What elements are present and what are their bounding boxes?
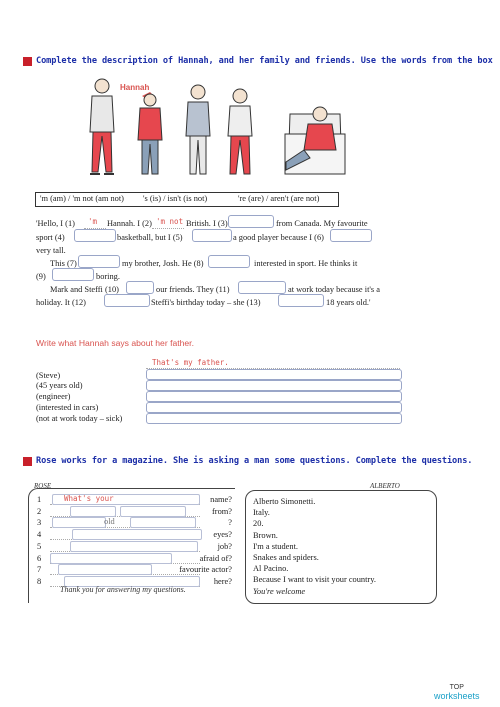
question-example-answer: What's your <box>64 494 114 503</box>
text-line6-part1: Mark and Steffi (10) <box>50 285 119 294</box>
blank-10-input[interactable] <box>126 281 154 294</box>
question-input-field[interactable] <box>70 506 116 517</box>
question-ending: here? <box>213 576 232 586</box>
father-prompt-5: (not at work today – sick) <box>36 414 123 423</box>
question-input-field[interactable] <box>52 517 106 528</box>
blank-5-input[interactable] <box>192 229 232 242</box>
blank-12-input[interactable] <box>104 294 150 307</box>
father-answer-input-3[interactable] <box>146 391 402 402</box>
question-ending: ? <box>228 518 232 528</box>
alberto-answer-line: Italy. <box>253 508 270 518</box>
father-answer-input-2[interactable] <box>146 380 402 391</box>
blank-9-input[interactable] <box>52 268 94 281</box>
question-ending: from? <box>212 506 232 516</box>
question-ending: eyes? <box>213 530 232 540</box>
father-answer-input-4[interactable] <box>146 402 402 413</box>
rose-closing-line: Thank you for answering my questions. <box>60 585 186 594</box>
question-example-field <box>52 494 200 505</box>
father-answer-input-1[interactable] <box>146 369 402 380</box>
text-line1-part3: British. I (3) <box>186 219 228 228</box>
person-dad-figure <box>90 79 114 174</box>
text-line4-part3: interested in sport. He thinks it <box>254 259 358 268</box>
blank-7-input[interactable] <box>78 255 120 268</box>
text-line2-part1: sport (4) <box>36 233 65 242</box>
question-input-field[interactable] <box>120 506 186 517</box>
alberto-answer-line: 20. <box>253 519 264 529</box>
text-line3: very tall. <box>36 246 66 255</box>
question-ending: name? <box>210 495 232 504</box>
text-line6-part2: our friends. They (11) <box>156 285 230 294</box>
text-line7-part3: 18 years old.' <box>326 298 371 307</box>
question-number: 1 <box>37 495 42 504</box>
blank-6-input[interactable] <box>330 229 372 242</box>
question-number: 7 <box>37 565 42 575</box>
alberto-answer-line: Snakes and spiders. <box>253 553 319 562</box>
text-line2-part2: basketball, but I (5) <box>117 233 183 242</box>
family-illustration <box>80 74 360 184</box>
question-number: 3 <box>37 518 42 528</box>
section1-instruction: Complete the description of Hannah, and her family and friends. Use the words from the box <box>36 56 493 66</box>
answer-2-example: 'm not <box>156 217 184 226</box>
alberto-answer-line: Because I want to visit your country. <box>253 575 376 585</box>
father-prompt-2: (45 years old) <box>36 381 83 390</box>
alberto-answer-line: I'm a student. <box>253 541 299 551</box>
question-number: 5 <box>37 541 42 551</box>
father-prompt-4: (interested in cars) <box>36 403 99 412</box>
alberto-label: ALBERTO <box>370 482 400 490</box>
question-input-field[interactable] <box>50 553 172 564</box>
person-josh-figure <box>186 85 210 174</box>
blank-11-input[interactable] <box>238 281 286 294</box>
blank-3-input[interactable] <box>228 215 274 228</box>
question-hint-word: old <box>104 517 115 527</box>
text-line5-part2: boring. <box>96 272 120 281</box>
father-prompt-1: (Steve) <box>36 371 61 380</box>
question-ending: favourite actor? <box>179 565 232 575</box>
text-line4-part2: my brother, Josh. He (8) <box>122 259 204 268</box>
blank-13-input[interactable] <box>278 294 324 307</box>
question-input-field[interactable] <box>58 564 152 575</box>
question-ending: job? <box>217 541 232 551</box>
question-input-field[interactable] <box>70 541 198 552</box>
alberto-answer-line: You're welcome <box>253 586 306 596</box>
answer-1-example: 'm <box>88 217 98 226</box>
question-input-field[interactable] <box>72 529 202 540</box>
text-line6-part3: at work today because it's a <box>288 285 380 294</box>
question-input-field[interactable] <box>130 517 196 528</box>
text-line5-part1: (9) <box>36 272 46 281</box>
word-box-item-2: 's (is) / isn't (is not) <box>143 194 208 203</box>
logo-bottom: worksheets <box>434 691 480 701</box>
question-number: 4 <box>37 530 42 540</box>
question-number: 2 <box>37 506 42 516</box>
section2-instruction: Rose works for a magazine. She is asking a man some questions. Complete the questions. <box>36 456 473 466</box>
question-number: 6 <box>37 553 42 563</box>
rose-label: ROSE <box>34 482 52 490</box>
word-box-item-3: 're (are) / aren't (are not) <box>238 194 320 203</box>
text-line1-part2: Hannah. I (2) <box>107 219 152 228</box>
alberto-answer-line: Alberto Simonetti. <box>253 497 316 506</box>
father-example-answer: That's my father. <box>152 358 229 367</box>
father-prompt-3: (engineer) <box>36 392 71 401</box>
text-line1-part1: 'Hello, I (1) <box>36 219 75 228</box>
text-line4-part1: This (7) <box>50 259 77 268</box>
logo-top: TOP <box>449 684 464 691</box>
blank-4-input[interactable] <box>74 229 116 242</box>
word-box-item-1: 'm (am) / 'm not (am not) <box>40 194 124 203</box>
text-line7-part1: holiday. It (12) <box>36 298 86 307</box>
section-number-marker-2 <box>23 457 32 466</box>
person-steffi-figure <box>228 89 252 174</box>
father-answer-input-5[interactable] <box>146 413 402 424</box>
blank-2 <box>152 228 184 229</box>
person-father-in-armchair <box>285 107 345 174</box>
section-number-marker <box>23 57 32 66</box>
blank-8-input[interactable] <box>208 255 250 268</box>
text-line7-part2: Steffi's birthday today – she (13) <box>151 298 261 307</box>
topworksheets-logo <box>434 683 480 701</box>
question-number: 8 <box>37 576 42 586</box>
text-line1-part4: from Canada. My favourite <box>276 219 368 228</box>
alberto-answer-line: Brown. <box>253 530 278 540</box>
alberto-answer-line: Al Pacino. <box>253 564 289 574</box>
father-task-title: Write what Hannah says about her father. <box>36 338 194 348</box>
person-hannah-figure <box>138 92 162 174</box>
question-ending: afraid of? <box>199 553 232 563</box>
text-line2-part3: a good player because I (6) <box>233 233 324 242</box>
svg-text:Hannah: Hannah <box>120 83 150 92</box>
